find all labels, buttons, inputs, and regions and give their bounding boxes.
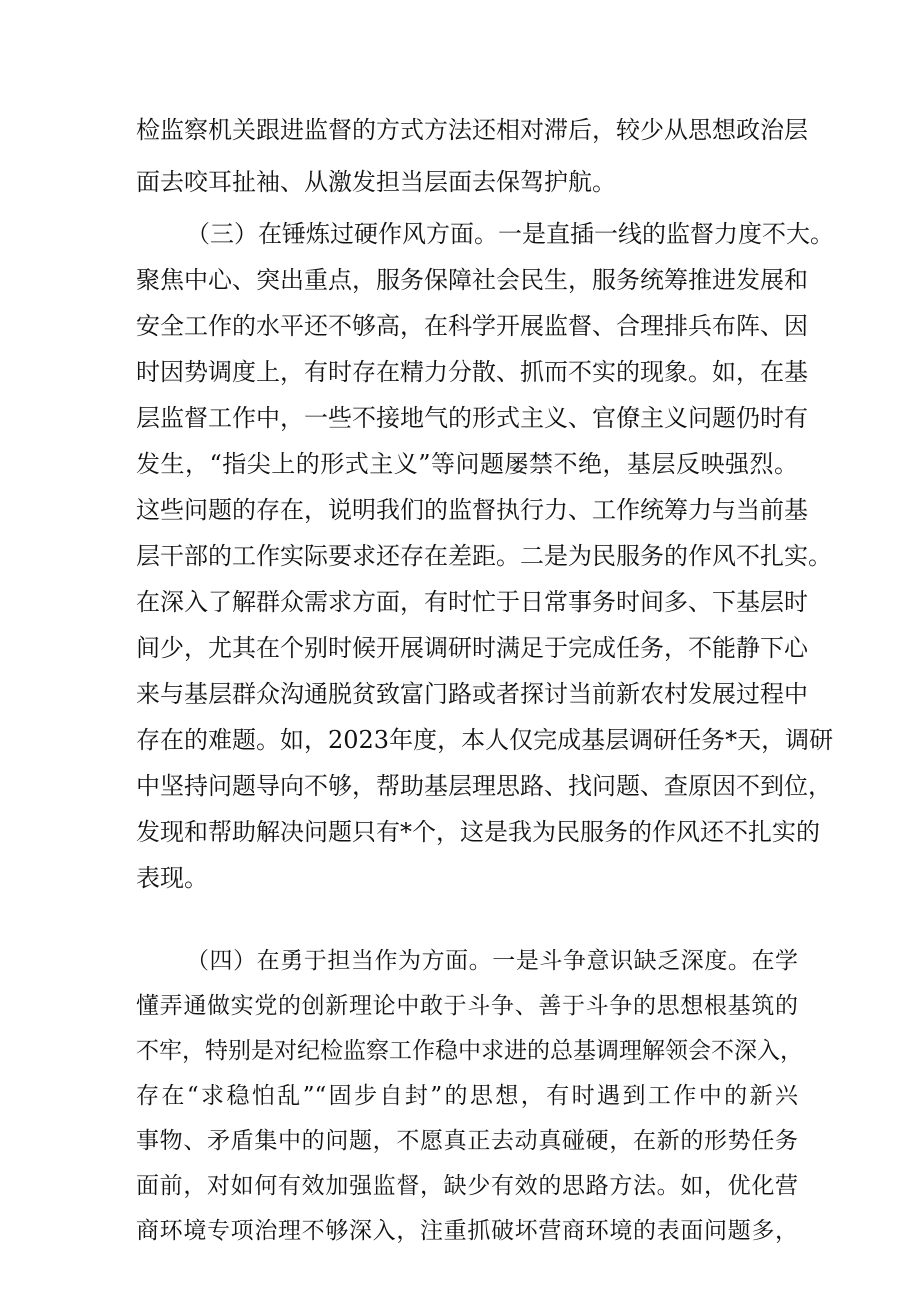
text-line: 发生，“指尖上的形式主义”等问题屡禁不绝，基层反映强烈。 bbox=[136, 450, 798, 478]
text-line: 安全工作的水平还不够高，在科学开展监督、合理排兵布阵、因 bbox=[136, 312, 808, 340]
text-line: 不牢，特别是对纪检监察工作稳中求进的总基调理解领会不深入， bbox=[136, 1038, 803, 1064]
text-line: 间少，尤其在个别时候开展调研时满足于完成任务，不能静下心 bbox=[136, 634, 808, 662]
text-line: 层干部的工作实际要求还存在差距。二是为民服务的作风不扎实。 bbox=[136, 542, 832, 570]
text-line: 检监察机关跟进监督的方式方法还相对滞后，较少从思想政治层 bbox=[136, 116, 808, 144]
text-line: 存在的难题。如，2023年度，本人仅完成基层调研任务*天，调研 bbox=[136, 726, 834, 754]
text-line: 中坚持问题导向不够，帮助基层理思路、找问题、查原因不到位， bbox=[136, 772, 832, 800]
text-line: 在深入了解群众需求方面，有时忙于日常事务时间多、下基层时 bbox=[136, 588, 808, 616]
text-line: 时因势调度上，有时存在精力分散、抓而不实的现象。如，在基 bbox=[136, 358, 808, 386]
text-line: 存在“求稳怕乱”“固步自封”的思想，有时遇到工作中的新兴 bbox=[136, 1083, 798, 1109]
text-line: 来与基层群众沟通脱贫致富门路或者探讨当前新农村发展过程中 bbox=[136, 680, 808, 708]
text-line: 懂弄通做实党的创新理论中敢于斗争、善于斗争的思想根基筑的 bbox=[136, 993, 798, 1019]
text-line: 表现。 bbox=[136, 864, 208, 892]
text-line: 聚焦中心、突出重点，服务保障社会民生，服务统筹推进发展和 bbox=[136, 266, 808, 294]
text-line: 面前，对如何有效加强监督，缺少有效的思路方法。如，优化营 bbox=[136, 1173, 798, 1199]
text-line: 层监督工作中，一些不接地气的形式主义、官僚主义问题仍时有 bbox=[136, 404, 808, 432]
text-line: 事物、矛盾集中的问题，不愿真正去动真碰硬，在新的形势任务 bbox=[136, 1128, 798, 1154]
text-line: 面去咬耳扯袖、从激发担当层面去保驾护航。 bbox=[136, 168, 616, 196]
text-line: （三）在锤炼过硬作风方面。一是直插一线的监督力度不大。 bbox=[186, 220, 834, 248]
text-line: （四）在勇于担当作为方面。一是斗争意识缺乏深度。在学 bbox=[186, 948, 798, 974]
text-line: 商环境专项治理不够深入，注重抓破坏营商环境的表面问题多， bbox=[136, 1218, 798, 1244]
text-line: 发现和帮助解决问题只有*个，这是我为民服务的作风还不扎实的 bbox=[136, 818, 820, 846]
text-line: 这些问题的存在，说明我们的监督执行力、工作统筹力与当前基 bbox=[136, 496, 808, 524]
